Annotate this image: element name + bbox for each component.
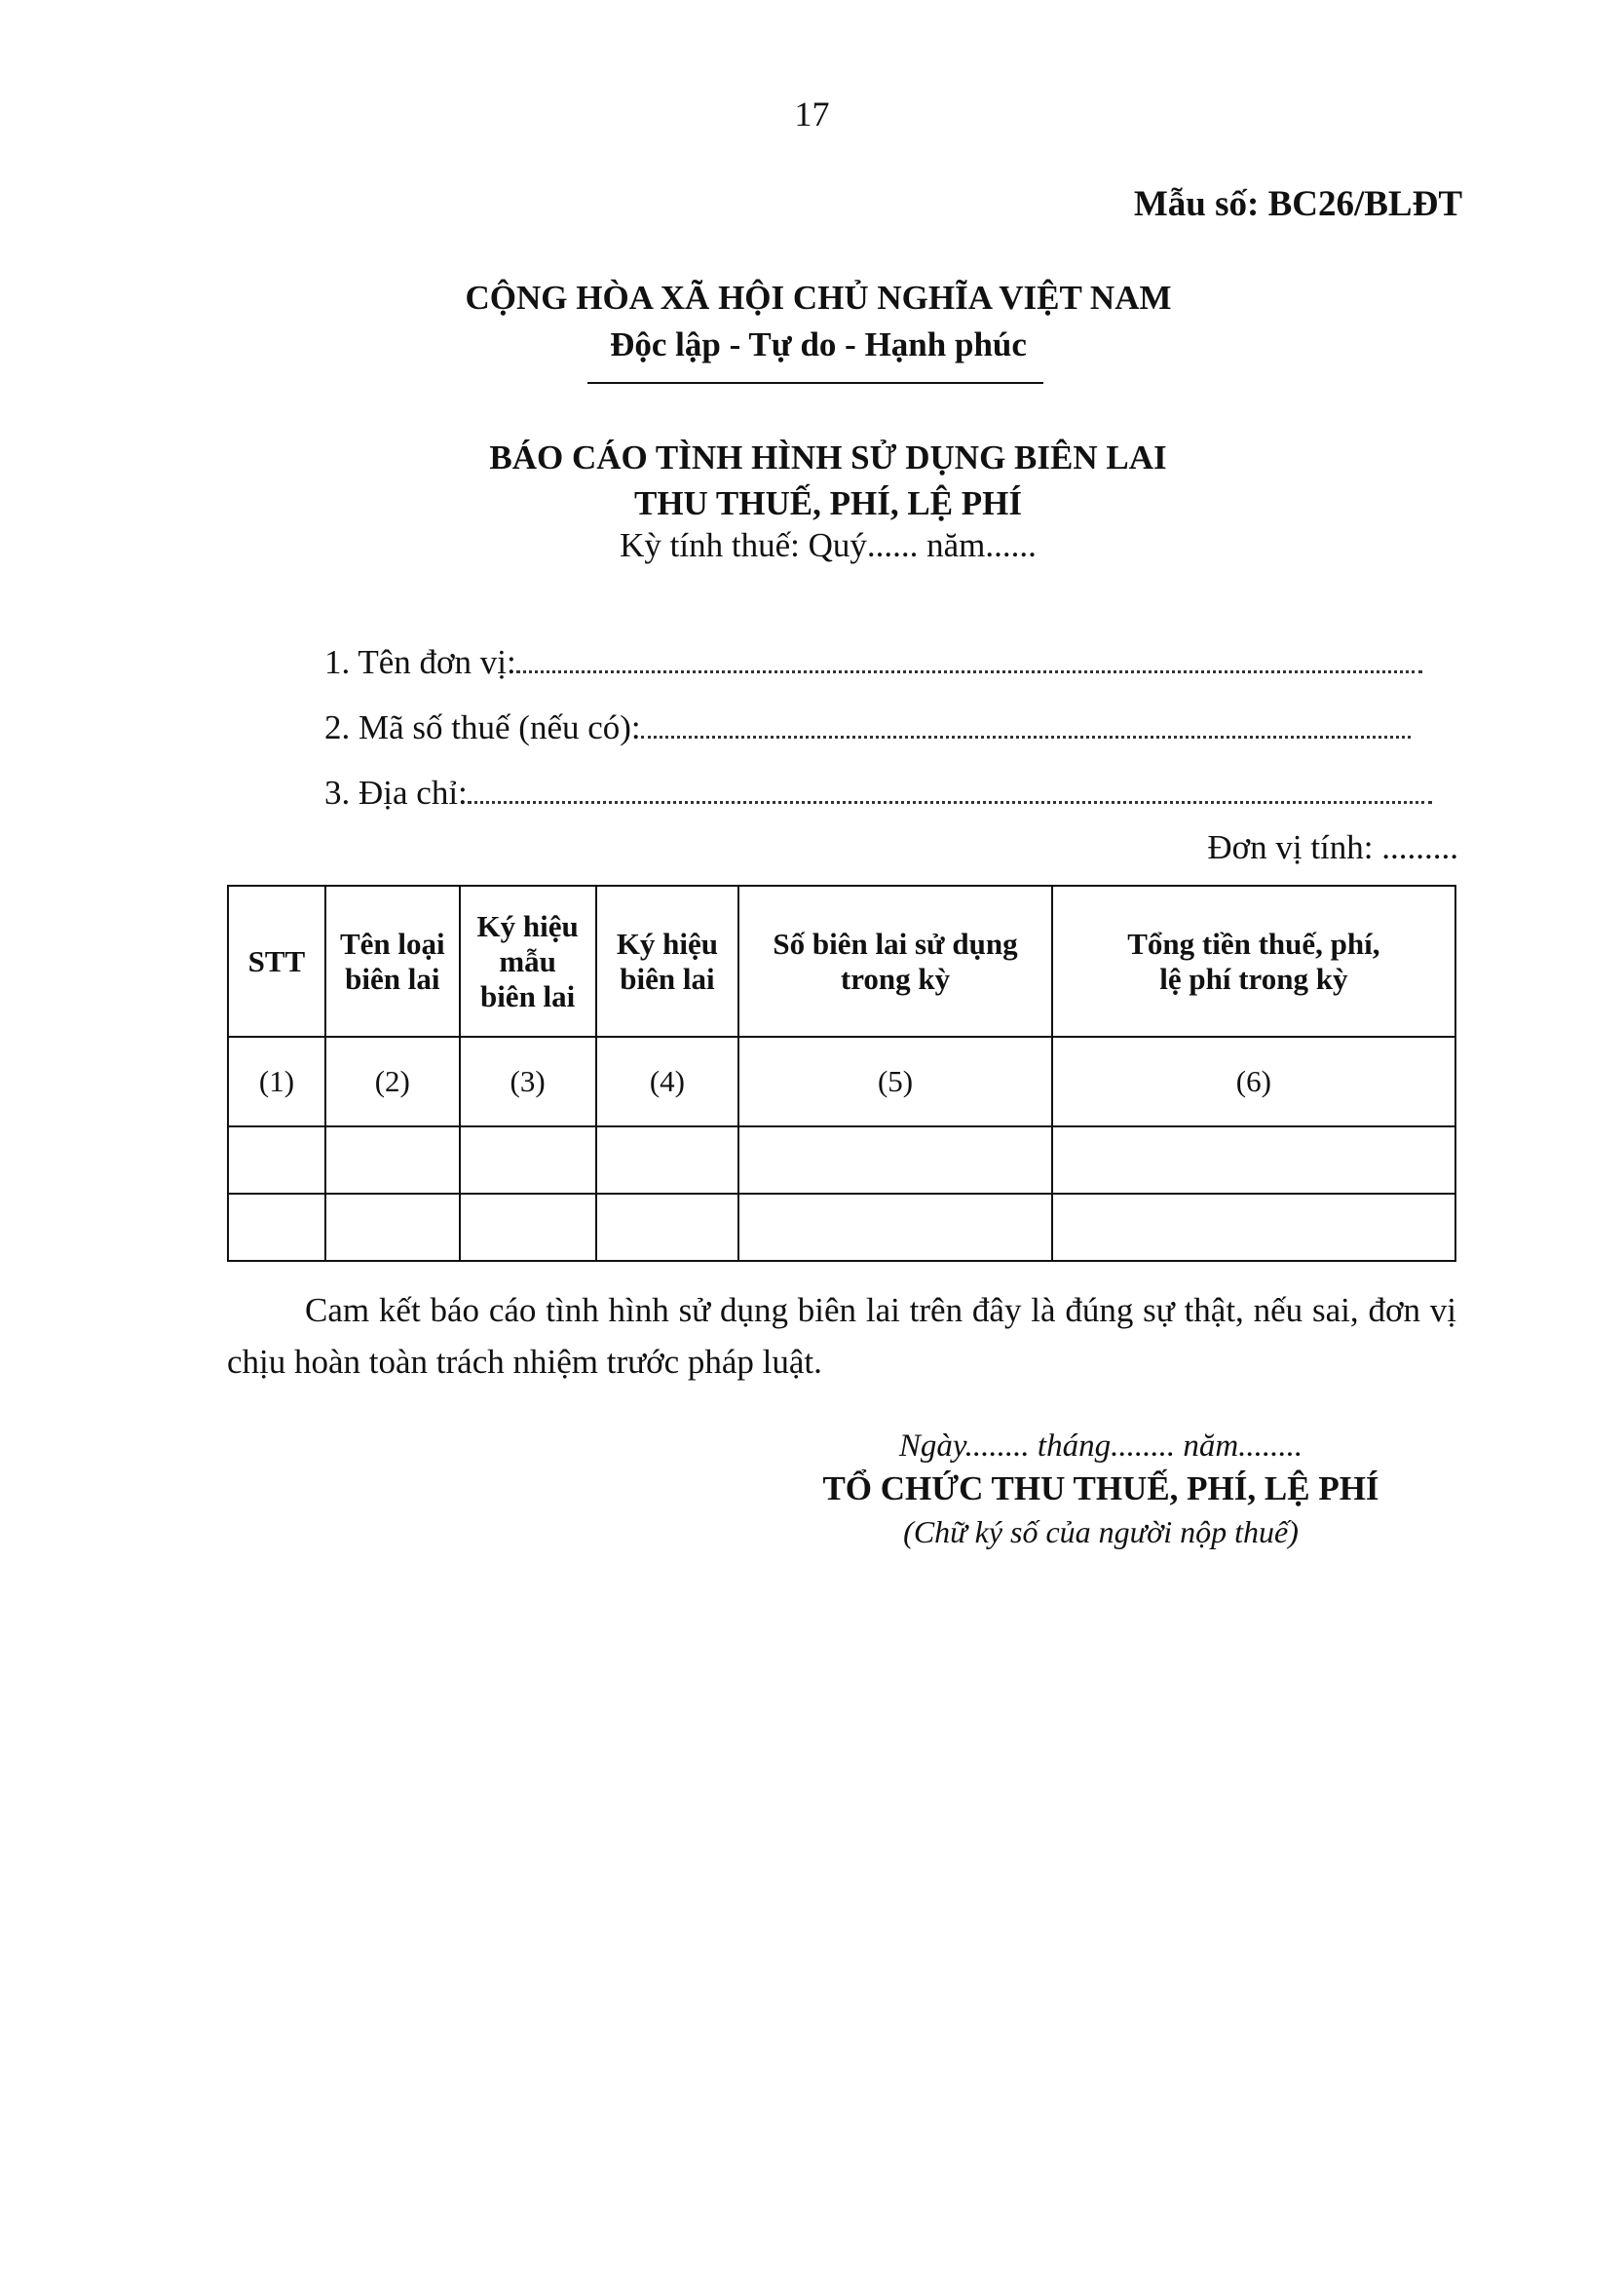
table-cell xyxy=(460,1126,596,1194)
header-form-symbol: Ký hiệu mẫu biên lai xyxy=(460,886,596,1037)
table-cell xyxy=(596,1194,739,1261)
column-number: (1) xyxy=(228,1037,325,1126)
field-label: 3. Địa chỉ: xyxy=(324,774,468,812)
nation-name: CỘNG HÒA XÃ HỘI CHỦ NGHĨA VIỆT NAM xyxy=(465,279,1172,317)
report-title-line1: BÁO CÁO TÌNH HÌNH SỬ DỤNG BIÊN LAI xyxy=(489,438,1167,476)
fill-in-dots xyxy=(641,735,1411,739)
signature-note: (Chữ ký số của người nộp thuế) xyxy=(903,1514,1299,1549)
table-cell xyxy=(228,1126,325,1194)
field-tax-code xyxy=(324,708,1411,747)
field-label: 1. Tên đơn vị: xyxy=(324,643,516,681)
fill-in-dots xyxy=(516,669,1422,673)
receipt-usage-table xyxy=(227,885,1456,1262)
header-receipt-symbol: Ký hiệu biên lai xyxy=(596,886,739,1037)
table-cell xyxy=(738,1194,1051,1261)
header-receipt-type: Tên loại biên lai xyxy=(325,886,460,1037)
table-cell xyxy=(460,1194,596,1261)
table-cell xyxy=(325,1126,460,1194)
table-row xyxy=(228,1126,1455,1194)
national-motto: Độc lập - Tự do - Hạnh phúc xyxy=(610,325,1027,363)
motto-underline xyxy=(587,382,1043,384)
table-cell xyxy=(596,1126,739,1194)
table-row xyxy=(228,1194,1455,1261)
signature-organization: TỔ CHỨC THU THUẾ, PHÍ, LỆ PHÍ xyxy=(822,1469,1379,1507)
header-stt: STT xyxy=(228,886,325,1037)
report-title-line2: THU THUẾ, PHÍ, LỆ PHÍ xyxy=(633,484,1023,522)
column-number-row xyxy=(228,1037,1455,1126)
table-cell xyxy=(1052,1126,1455,1194)
form-code: Mẫu số: BC26/BLĐT xyxy=(1133,184,1462,224)
table-cell xyxy=(228,1194,325,1261)
column-number: (3) xyxy=(460,1037,596,1126)
table-cell xyxy=(1052,1194,1455,1261)
field-label: 2. Mã số thuế (nếu có): xyxy=(324,708,641,746)
column-number: (5) xyxy=(738,1037,1051,1126)
fill-in-dots xyxy=(468,800,1432,804)
unit-of-measure: Đơn vị tính: ......... xyxy=(1207,828,1458,866)
header-receipts-used: Số biên lai sử dụng trong kỳ xyxy=(738,886,1051,1037)
table-cell xyxy=(738,1126,1051,1194)
column-number: (6) xyxy=(1052,1037,1455,1126)
page-number: 17 xyxy=(794,95,830,133)
table-header-row xyxy=(228,886,1455,1037)
column-number: (2) xyxy=(325,1037,460,1126)
field-unit-name xyxy=(324,643,1422,682)
signature-date: Ngày........ tháng........ năm........ xyxy=(898,1428,1303,1464)
header-total-amount: Tổng tiền thuế, phí, lệ phí trong kỳ xyxy=(1052,886,1455,1037)
commitment-statement: Cam kết báo cáo tình hình sử dụng biên lai trên đây là đúng sự thật, nếu sai, đơn vị chịu hoàn toàn trách nhiệm trước pháp luật. xyxy=(227,1291,1456,1381)
field-address xyxy=(324,774,1432,813)
tax-period: Kỳ tính thuế: Quý...... năm...... xyxy=(620,526,1037,564)
table-cell xyxy=(325,1194,460,1261)
column-number: (4) xyxy=(596,1037,739,1126)
